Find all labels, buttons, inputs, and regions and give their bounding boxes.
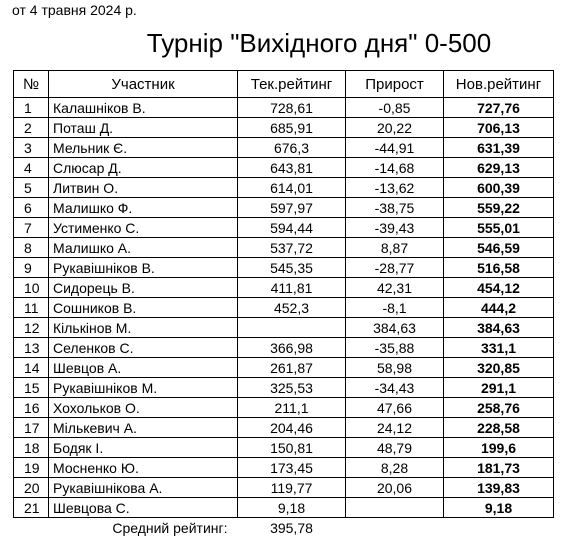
header-current-rating: Тек.рейтинг [238,71,346,98]
new-rating: 600,39 [444,178,554,198]
participant-name: Сошников В. [49,298,238,318]
participant-name: Селенков С. [49,338,238,358]
row-number: 11 [14,298,49,318]
table-row [14,278,554,298]
row-number: 15 [14,378,49,398]
current-rating: 204,46 [238,418,346,438]
new-rating: 199,6 [444,438,554,458]
current-rating: 728,61 [238,98,346,118]
current-rating: 150,81 [238,438,346,458]
rating-growth: -35,88 [346,338,444,358]
table-row [14,258,554,278]
participant-name: Малишко Ф. [49,198,238,218]
table-row [14,318,554,338]
row-number: 7 [14,218,49,238]
row-number: 20 [14,478,49,498]
rating-growth [346,498,444,518]
row-number: 18 [14,438,49,458]
row-number: 4 [14,158,49,178]
participant-name: Рукавішніков М. [49,378,238,398]
participant-name: Хохольков О. [49,398,238,418]
participant-name: Шевцов А. [49,358,238,378]
rating-growth: 58,98 [346,358,444,378]
rating-growth: -38,75 [346,198,444,218]
table-row [14,478,554,498]
table-row [14,158,554,178]
current-rating: 325,53 [238,378,346,398]
row-number: 8 [14,238,49,258]
rating-growth: 20,22 [346,118,444,138]
participant-name: Литвин О. [49,178,238,198]
new-rating: 228,58 [444,418,554,438]
current-rating: 597,97 [238,198,346,218]
current-rating: 614,01 [238,178,346,198]
new-rating: 546,59 [444,238,554,258]
average-label: Средний рейтинг: [112,519,228,536]
table-row [14,378,554,398]
participant-name: Мельник Є. [49,138,238,158]
row-number: 14 [14,358,49,378]
rating-growth: -34,43 [346,378,444,398]
new-rating: 516,58 [444,258,554,278]
table-row [14,438,554,458]
average-value: 395,78 [270,519,313,536]
table-row [14,138,554,158]
header-growth: Прирост [346,71,444,98]
participant-name: Калашніков В. [49,98,238,118]
table-row [14,98,554,118]
participant-name: Мосненко Ю. [49,458,238,478]
new-rating: 559,22 [444,198,554,218]
new-rating: 258,76 [444,398,554,418]
row-number: 10 [14,278,49,298]
row-number: 13 [14,338,49,358]
current-rating: 211,1 [238,398,346,418]
current-rating: 685,91 [238,118,346,138]
row-number: 6 [14,198,49,218]
table-row [14,498,554,518]
participant-name: Слюсар Д. [49,158,238,178]
new-rating: 629,13 [444,158,554,178]
current-rating: 173,45 [238,458,346,478]
current-rating: 261,87 [238,358,346,378]
new-rating: 454,12 [444,278,554,298]
row-number: 16 [14,398,49,418]
new-rating: 706,13 [444,118,554,138]
table-row [14,298,554,318]
new-rating: 331,1 [444,338,554,358]
new-rating: 727,76 [444,98,554,118]
rating-growth: 20,06 [346,478,444,498]
current-rating [238,318,346,338]
header-number: № [14,71,49,98]
header-participant: Участник [49,71,238,98]
rating-growth: -39,43 [346,218,444,238]
row-number: 19 [14,458,49,478]
table-row [14,178,554,198]
new-rating: 9,18 [444,498,554,518]
average-row [14,518,554,538]
rating-growth: 47,66 [346,398,444,418]
rating-growth: 384,63 [346,318,444,338]
rating-growth: 8,28 [346,458,444,478]
table-row [14,218,554,238]
row-number: 2 [14,118,49,138]
current-rating: 452,3 [238,298,346,318]
new-rating: 139,83 [444,478,554,498]
rating-growth: -44,91 [346,138,444,158]
row-number: 5 [14,178,49,198]
current-rating: 676,3 [238,138,346,158]
rating-growth: -14,68 [346,158,444,178]
current-rating: 594,44 [238,218,346,238]
rating-growth: -0,85 [346,98,444,118]
participant-name: Сидорець В. [49,278,238,298]
row-number: 9 [14,258,49,278]
participant-name: Рукавішнікова А. [49,478,238,498]
rating-growth: 48,79 [346,438,444,458]
rating-growth: 24,12 [346,418,444,438]
new-rating: 555,01 [444,218,554,238]
current-rating: 366,98 [238,338,346,358]
row-number: 3 [14,138,49,158]
participant-name: Кількінов М. [49,318,238,338]
current-rating: 119,77 [238,478,346,498]
participant-name: Устименко С. [49,218,238,238]
participant-name: Поташ Д. [49,118,238,138]
current-rating: 411,81 [238,278,346,298]
new-rating: 631,39 [444,138,554,158]
rating-growth: 42,31 [346,278,444,298]
report-date: от 4 травня 2024 р. [12,2,137,18]
table-row [14,198,554,218]
new-rating: 181,73 [444,458,554,478]
rating-growth: -13,62 [346,178,444,198]
table-row [14,418,554,438]
new-rating: 320,85 [444,358,554,378]
table-row [14,398,554,418]
rating-growth: -8,1 [346,298,444,318]
current-rating: 9,18 [238,498,346,518]
rating-growth: 8,87 [346,238,444,258]
new-rating: 444,2 [444,298,554,318]
new-rating: 384,63 [444,318,554,338]
participant-name: Малишко А. [49,238,238,258]
table-row [14,338,554,358]
participant-name: Шевцова С. [49,498,238,518]
row-number: 12 [14,318,49,338]
current-rating: 537,72 [238,238,346,258]
page-title: Турнір "Вихідного дня" 0-500 [146,28,492,58]
new-rating: 291,1 [444,378,554,398]
rating-growth: -28,77 [346,258,444,278]
header-new-rating: Нов.рейтинг [444,71,554,98]
table-row [14,358,554,378]
current-rating: 545,35 [238,258,346,278]
participant-name: Мількевич А. [49,418,238,438]
current-rating: 643,81 [238,158,346,178]
row-number: 1 [14,98,49,118]
row-number: 17 [14,418,49,438]
table-row [14,238,554,258]
participant-name: Бодяк І. [49,438,238,458]
table-row [14,118,554,138]
participant-name: Рукавішніков В. [49,258,238,278]
row-number: 21 [14,498,49,518]
rating-table [13,70,554,537]
table-row [14,458,554,478]
table-header-row [14,71,554,98]
